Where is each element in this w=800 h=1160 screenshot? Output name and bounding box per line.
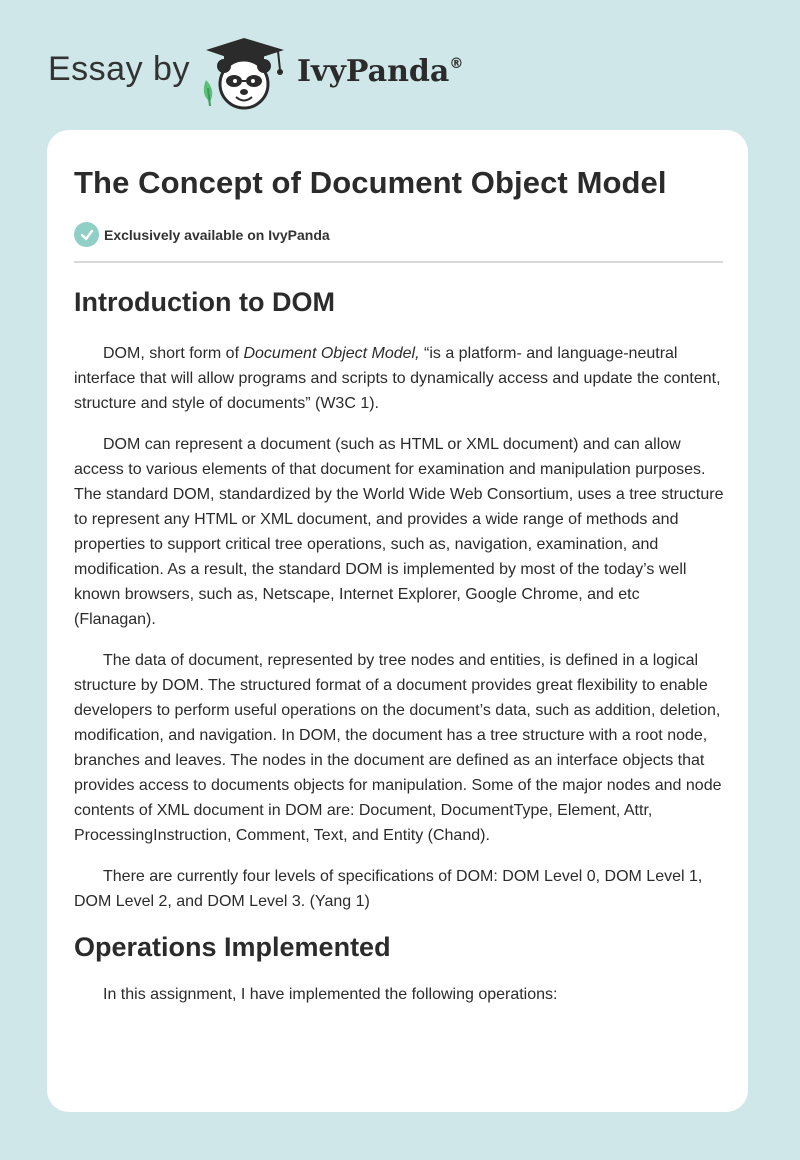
brand-name[interactable]: IvyPanda® [297, 54, 464, 89]
essay-body [74, 285, 724, 1023]
section-heading-operations: Operations Implemented [74, 932, 391, 962]
section-heading-introduction: Introduction to DOM [74, 287, 335, 317]
essay-card [47, 130, 748, 1112]
exclusive-badge [74, 222, 330, 247]
check-circle-icon [74, 222, 99, 247]
panda-logo-icon[interactable] [198, 36, 292, 115]
essay-by-label: Essay by [48, 50, 190, 88]
paragraph: There are currently four levels of specifications of DOM: DOM Level 0, DOM Level 1, DOM Level 2, and DOM Level 3. (Yang 1) [74, 868, 703, 910]
paragraph: DOM, short form of Document Object Model, “is a platform- and language-neutral interface that will allow programs and scripts to dynamically access and update the content, structure and style of documents” (W3C 1). [74, 345, 721, 412]
page-title: The Concept of Document Object Model [74, 165, 667, 200]
badge-label: Exclusively available on IvyPanda [104, 226, 330, 243]
site-header [0, 0, 800, 130]
paragraph: DOM can represent a document (such as HTML or XML document) and can allow access to various elements of that document for examination and manipulation purposes. The standard DOM, standardized by the World Wide Web Consortium, uses a tree structure to represent any HTML or XML document, and provides a wide range of methods and properties to support critical tree operations, such as, navigation, examination, and modification. As a result, the standard DOM is implemented by most of the today’s well known browsers, such as, Netscape, Internet Explorer, Google Chrome, and etc (Flanagan). [74, 436, 724, 628]
paragraph: The data of document, represented by tree nodes and entities, is defined in a logical structure by DOM. The structured format of a document provides great flexibility to enable developers to perform useful operations on the document’s data, such as addition, deletion, modification, and navigation. In DOM, the document has a tree structure with a root node, branches and leaves. The nodes in the document are defined as an interface objects that provides access to documents objects for manipulation. Some of the major nodes and node contents of XML document in DOM are: Document, DocumentType, Element, Attr, ProcessingInstruction, Comment, Text, and Entity (Chand). [74, 652, 722, 844]
paragraph: In this assignment, I have implemented the following operations: [103, 986, 558, 1003]
title-divider [74, 261, 723, 263]
